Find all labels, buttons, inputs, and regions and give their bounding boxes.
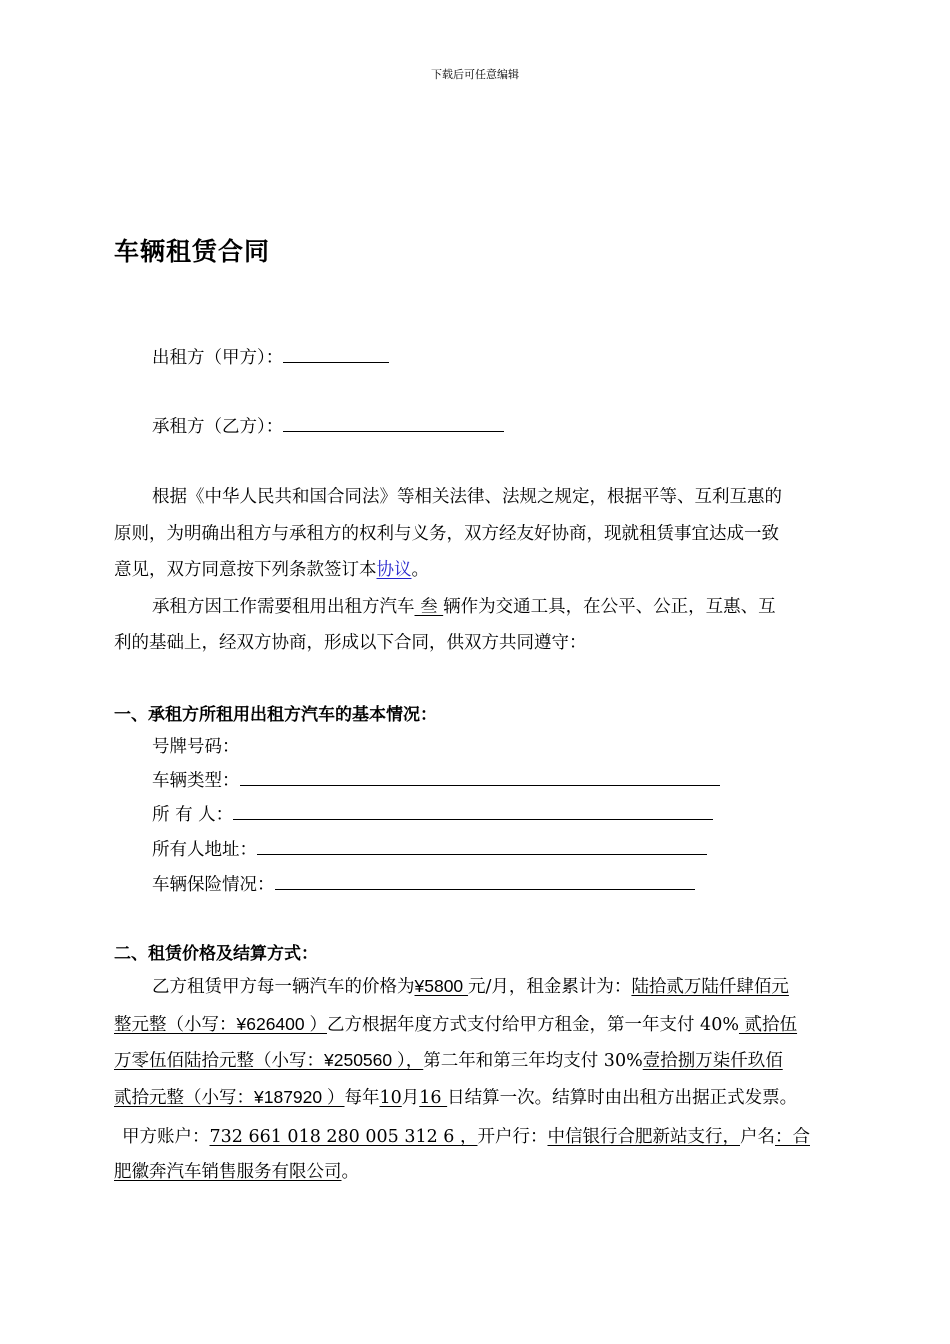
insurance-line	[152, 871, 695, 896]
price-text: 每年	[344, 1088, 380, 1108]
first-year-words: 万零伍佰陆拾元整（小写：	[114, 1051, 324, 1071]
total-rent-amount: ¥626400 ）	[236, 1014, 327, 1034]
intro-line-1: 根据《中华人民共和国合同法》等相关法律、法规之规定，根据平等、互利互惠的	[152, 487, 782, 507]
vehicle-quantity: 叁	[414, 597, 444, 617]
party-b-blank[interactable]	[283, 413, 504, 432]
account-name: 肥徽奔汽车销售服务有限公司	[114, 1162, 342, 1182]
price-text: 日结算一次。结算时由出租方出据正式发票。	[447, 1088, 798, 1108]
owner-line	[152, 801, 713, 826]
price-line-3	[114, 1047, 783, 1072]
price-text: 乙方租赁甲方每一辆汽车的价格为	[152, 977, 415, 997]
account-name-label: 户名	[740, 1127, 775, 1147]
vehicle-type-blank[interactable]	[240, 767, 720, 786]
intro-line-5: 利的基础上，经双方协商，形成以下合同，供双方共同遵守：	[114, 633, 587, 653]
document-title: 车辆租赁合同	[114, 237, 271, 266]
page-header: 下载后可任意编辑	[431, 68, 519, 81]
party-a-blank[interactable]	[283, 344, 389, 363]
later-year-amount: ¥187920 ）	[254, 1087, 345, 1107]
bank-label: 开户行：	[477, 1127, 548, 1147]
party-b-line	[152, 413, 504, 438]
price-text: 。	[341, 1162, 359, 1182]
account-name-line	[114, 1158, 359, 1183]
insurance-label: 车辆保险情况：	[152, 875, 275, 895]
intro-line-4	[152, 593, 776, 618]
first-year-amount: ¥250560 ），	[324, 1050, 424, 1070]
intro-text: 承租方因工作需要租用出租方汽车	[152, 597, 415, 617]
section-2-heading: 二、租赁价格及结算方式：	[114, 944, 318, 964]
party-a-line	[152, 344, 389, 369]
agreement-link[interactable]: 协议	[376, 560, 412, 580]
later-year-words: 壹拾捌万柒仟玖佰	[642, 1051, 783, 1071]
intro-text: 辆作为交通工具，在公平、公正，互惠、互	[443, 597, 776, 617]
first-year-words: 贰拾伍	[738, 1015, 798, 1035]
owner-address-line	[152, 836, 707, 861]
price-text: 月	[401, 1088, 420, 1108]
owner-label: 所 有 人：	[152, 805, 234, 825]
vehicle-type-line	[152, 767, 720, 792]
insurance-blank[interactable]	[275, 871, 695, 890]
price-line-2	[114, 1011, 797, 1036]
account-line	[122, 1123, 810, 1148]
later-year-words: 贰拾元整（小写：	[114, 1088, 254, 1108]
total-rent-words: 陆拾贰万陆仟肆佰元	[631, 977, 789, 997]
account-name: ：合	[775, 1127, 810, 1147]
price-text: 乙方根据年度方式支付给甲方租金，第一年支付 40%	[327, 1015, 739, 1035]
plate-number-label: 号牌号码：	[152, 737, 240, 757]
party-b-label: 承租方（乙方）：	[152, 417, 284, 437]
intro-line-3	[114, 556, 429, 581]
owner-address-blank[interactable]	[257, 836, 707, 855]
total-rent-words: 整元整（小写：	[114, 1015, 237, 1035]
price-line-4	[114, 1084, 797, 1109]
owner-blank[interactable]	[233, 801, 713, 820]
section-1-heading: 一、承租方所租用出租方汽车的基本情况：	[114, 705, 437, 725]
price-text: 元/月，租金累计为：	[468, 977, 632, 997]
intro-text: 意见，双方同意按下列条款签订本	[114, 560, 377, 580]
monthly-price: ¥5800	[414, 976, 469, 996]
price-text: 第二年和第三年均支付 30%	[423, 1051, 643, 1071]
plate-number-line	[152, 733, 240, 758]
account-label: 甲方账户：	[122, 1127, 210, 1147]
owner-address-label: 所有人地址：	[152, 840, 257, 860]
settlement-day: 16	[419, 1088, 448, 1108]
account-number: 732 661 018 280 005 312 6 ，	[209, 1127, 478, 1147]
price-line-1	[152, 973, 789, 998]
intro-text: 。	[411, 560, 429, 580]
party-a-label: 出租方（甲方）：	[152, 348, 284, 368]
vehicle-type-label: 车辆类型：	[152, 771, 240, 791]
bank-name: 中信银行合肥新站支行，	[547, 1127, 740, 1147]
intro-line-2: 原则，为明确出租方与承租方的权利与义务，双方经友好协商，现就租赁事宜达成一致	[114, 524, 779, 544]
settlement-month: 10	[379, 1088, 402, 1108]
